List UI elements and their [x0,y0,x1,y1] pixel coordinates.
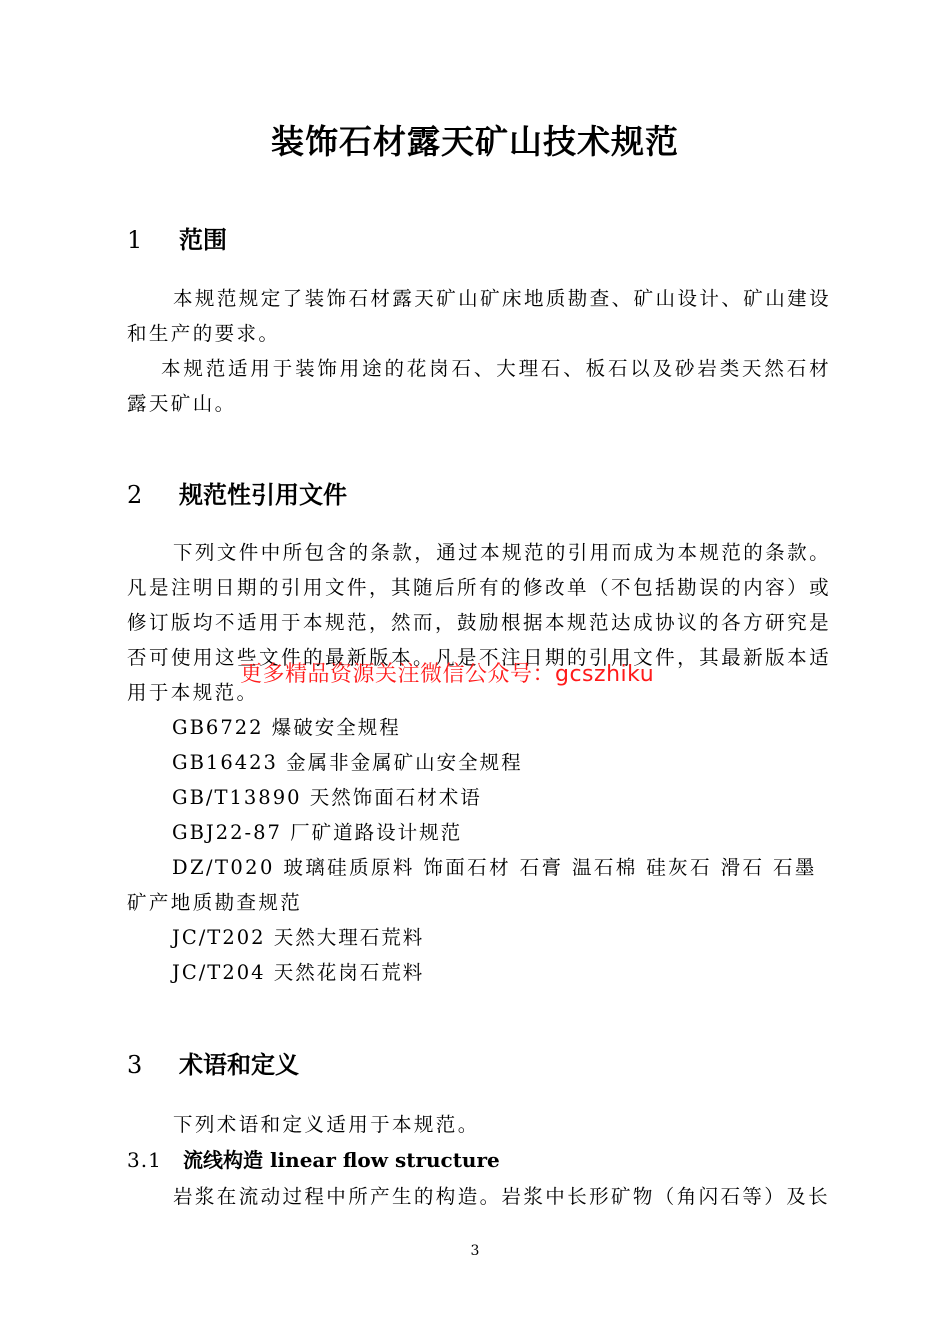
reference-item: JC/T202 天然大理石荒料 [172,926,425,949]
section-number: 2 [127,481,143,509]
reference-list [172,710,523,850]
section-title: 规范性引用文件 [179,480,347,509]
subsection-number: 3.1 [127,1148,162,1172]
section-title: 范围 [179,225,227,254]
subsection-heading [127,1143,500,1177]
section-heading-terms [127,1047,299,1083]
references-intro-paragraph: 下列文件中所包含的条款，通过本规范的引用而成为本规范的条款。凡是注明日期的引用文件，其随后所有的修改单（不包括勘误的内容）或修订版均不适用于本规范，然而，鼓励根据本规范达成协议的各方研究是否可使用这些文件的最新版本。凡是不注日期的引用文件，其最新版本适用于本规范。 [127,541,831,704]
page-number: 3 [470,1243,480,1259]
reference-item-long [127,850,831,920]
scope-paragraph-2: 本规范适用于装饰用途的花岗石、大理石、板石以及砂岩类天然石材露天矿山。 [127,357,831,415]
subsection-title: 流线构造 linear flow structure [183,1148,500,1172]
reference-item: GB16423 金属非金属矿山安全规程 [172,751,523,774]
watermark-text: 更多精品资源关注微信公众号：gcszhiku [240,662,655,687]
section-title: 术语和定义 [179,1050,299,1079]
section-number: 1 [127,226,143,254]
reference-long-line-2: 矿产地质勘查规范 [127,891,303,914]
section-number: 3 [127,1051,143,1079]
subsection-paragraph: 岩浆在流动过程中所产生的构造。岩浆中长形矿物（角闪石等）及长 [173,1185,831,1208]
reference-list-tail [172,920,424,990]
section-heading-scope [127,222,227,258]
terms-intro-paragraph: 下列术语和定义适用于本规范。 [173,1113,480,1136]
reference-item: GBJ22-87 厂矿道路设计规范 [172,821,463,844]
document-title: 装饰石材露天矿山技术规范 [271,122,679,161]
reference-long-line-1: DZ/T020 玻璃硅质原料 饰面石材 石膏 温石棉 硅灰石 滑石 石墨 [172,856,817,879]
reference-item: JC/T204 天然花岗石荒料 [172,961,425,984]
reference-item: GB6722 爆破安全规程 [172,716,401,739]
scope-paragraph-1: 本规范规定了装饰石材露天矿山矿床地质勘查、矿山设计、矿山建设和生产的要求。 [127,287,831,345]
reference-item: GB/T13890 天然饰面石材术语 [172,786,482,809]
section-heading-references [127,477,347,513]
